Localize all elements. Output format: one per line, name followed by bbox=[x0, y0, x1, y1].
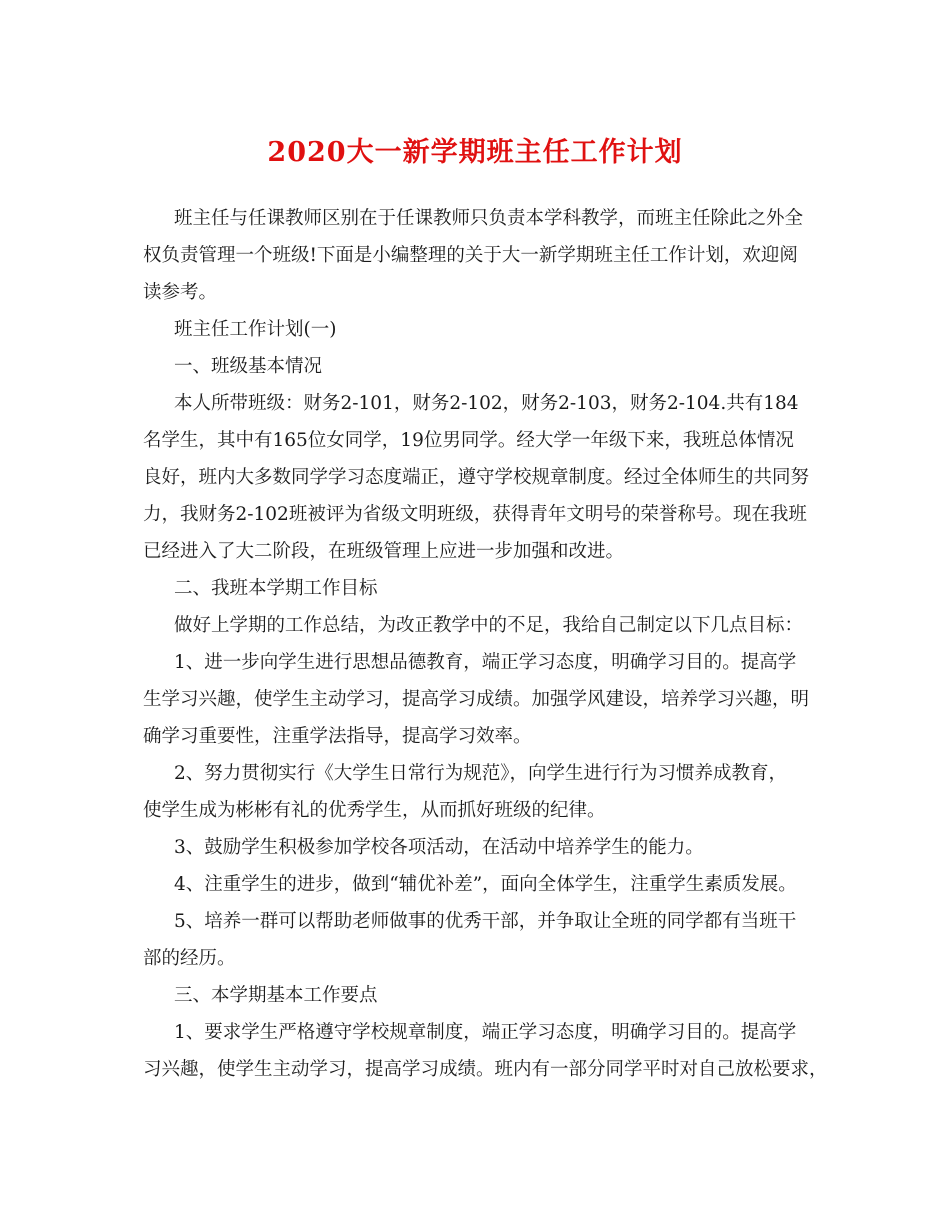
body-line: 读参考。 bbox=[143, 282, 218, 303]
document-body bbox=[143, 200, 828, 1088]
body-line: 1、进一步向学生进行思想品德教育，端正学习态度，明确学习目的。提高学 bbox=[174, 652, 797, 673]
body-line: 权负责管理一个班级!下面是小编整理的关于大一新学期班主任工作计划，欢迎阅 bbox=[143, 245, 798, 266]
body-line: 力，我财务2-102班被评为省级文明班级，获得青年文明号的荣誉称号。现在我班 bbox=[143, 504, 807, 525]
body-line: 良好，班内大多数同学学习态度端正，遵守学校规章制度。经过全体师生的共同努 bbox=[143, 467, 810, 488]
body-line: 3、鼓励学生积极参加学校各项活动，在活动中培养学生的能力。 bbox=[174, 837, 704, 858]
body-line: 部的经历。 bbox=[143, 948, 236, 969]
body-line: 二、我班本学期工作目标 bbox=[174, 578, 378, 599]
body-line: 三、本学期基本工作要点 bbox=[174, 985, 378, 1006]
body-line: 1、要求学生严格遵守学校规章制度，端正学习态度，明确学习目的。提高学 bbox=[174, 1022, 797, 1043]
body-line: 班主任工作计划(一) bbox=[174, 319, 337, 340]
body-line: 2、努力贯彻实行《大学生日常行为规范》，向学生进行行为习惯养成教育， bbox=[174, 763, 788, 784]
body-line: 习兴趣，使学生主动学习，提高学习成绩。班内有一部分同学平时对自己放松要求， bbox=[143, 1059, 828, 1080]
body-line: 5、培养一群可以帮助老师做事的优秀干部，并争取让全班的同学都有当班干 bbox=[174, 911, 797, 932]
body-line: 生学习兴趣，使学生主动学习，提高学习成绩。加强学风建设，培养学习兴趣，明 bbox=[143, 689, 810, 710]
body-line: 使学生成为彬彬有礼的优秀学生，从而抓好班级的纪律。 bbox=[143, 800, 606, 821]
body-line: 一、班级基本情况 bbox=[174, 356, 323, 377]
body-line: 班主任与任课教师区别在于任课教师只负责本学科教学，而班主任除此之外全 bbox=[174, 208, 804, 229]
body-line: 4、注重学生的进步，做到“辅优补差”，面向全体学生，注重学生素质发展。 bbox=[174, 874, 797, 895]
body-line: 名学生，其中有165位女同学，19位男同学。经大学一年级下来，我班总体情况 bbox=[143, 430, 794, 451]
document-title: 2020大一新学期班主任工作计划 bbox=[267, 137, 683, 168]
body-line: 已经进入了大二阶段，在班级管理上应进一步加强和改进。 bbox=[143, 541, 625, 562]
body-line: 本人所带班级：财务2-101，财务2-102，财务2-103，财务2-104.共有184 bbox=[174, 393, 799, 414]
body-line: 确学习重要性，注重学法指导，提高学习效率。 bbox=[143, 726, 532, 747]
body-line: 做好上学期的工作总结，为改正教学中的不足，我给自己制定以下几点目标： bbox=[174, 615, 804, 636]
